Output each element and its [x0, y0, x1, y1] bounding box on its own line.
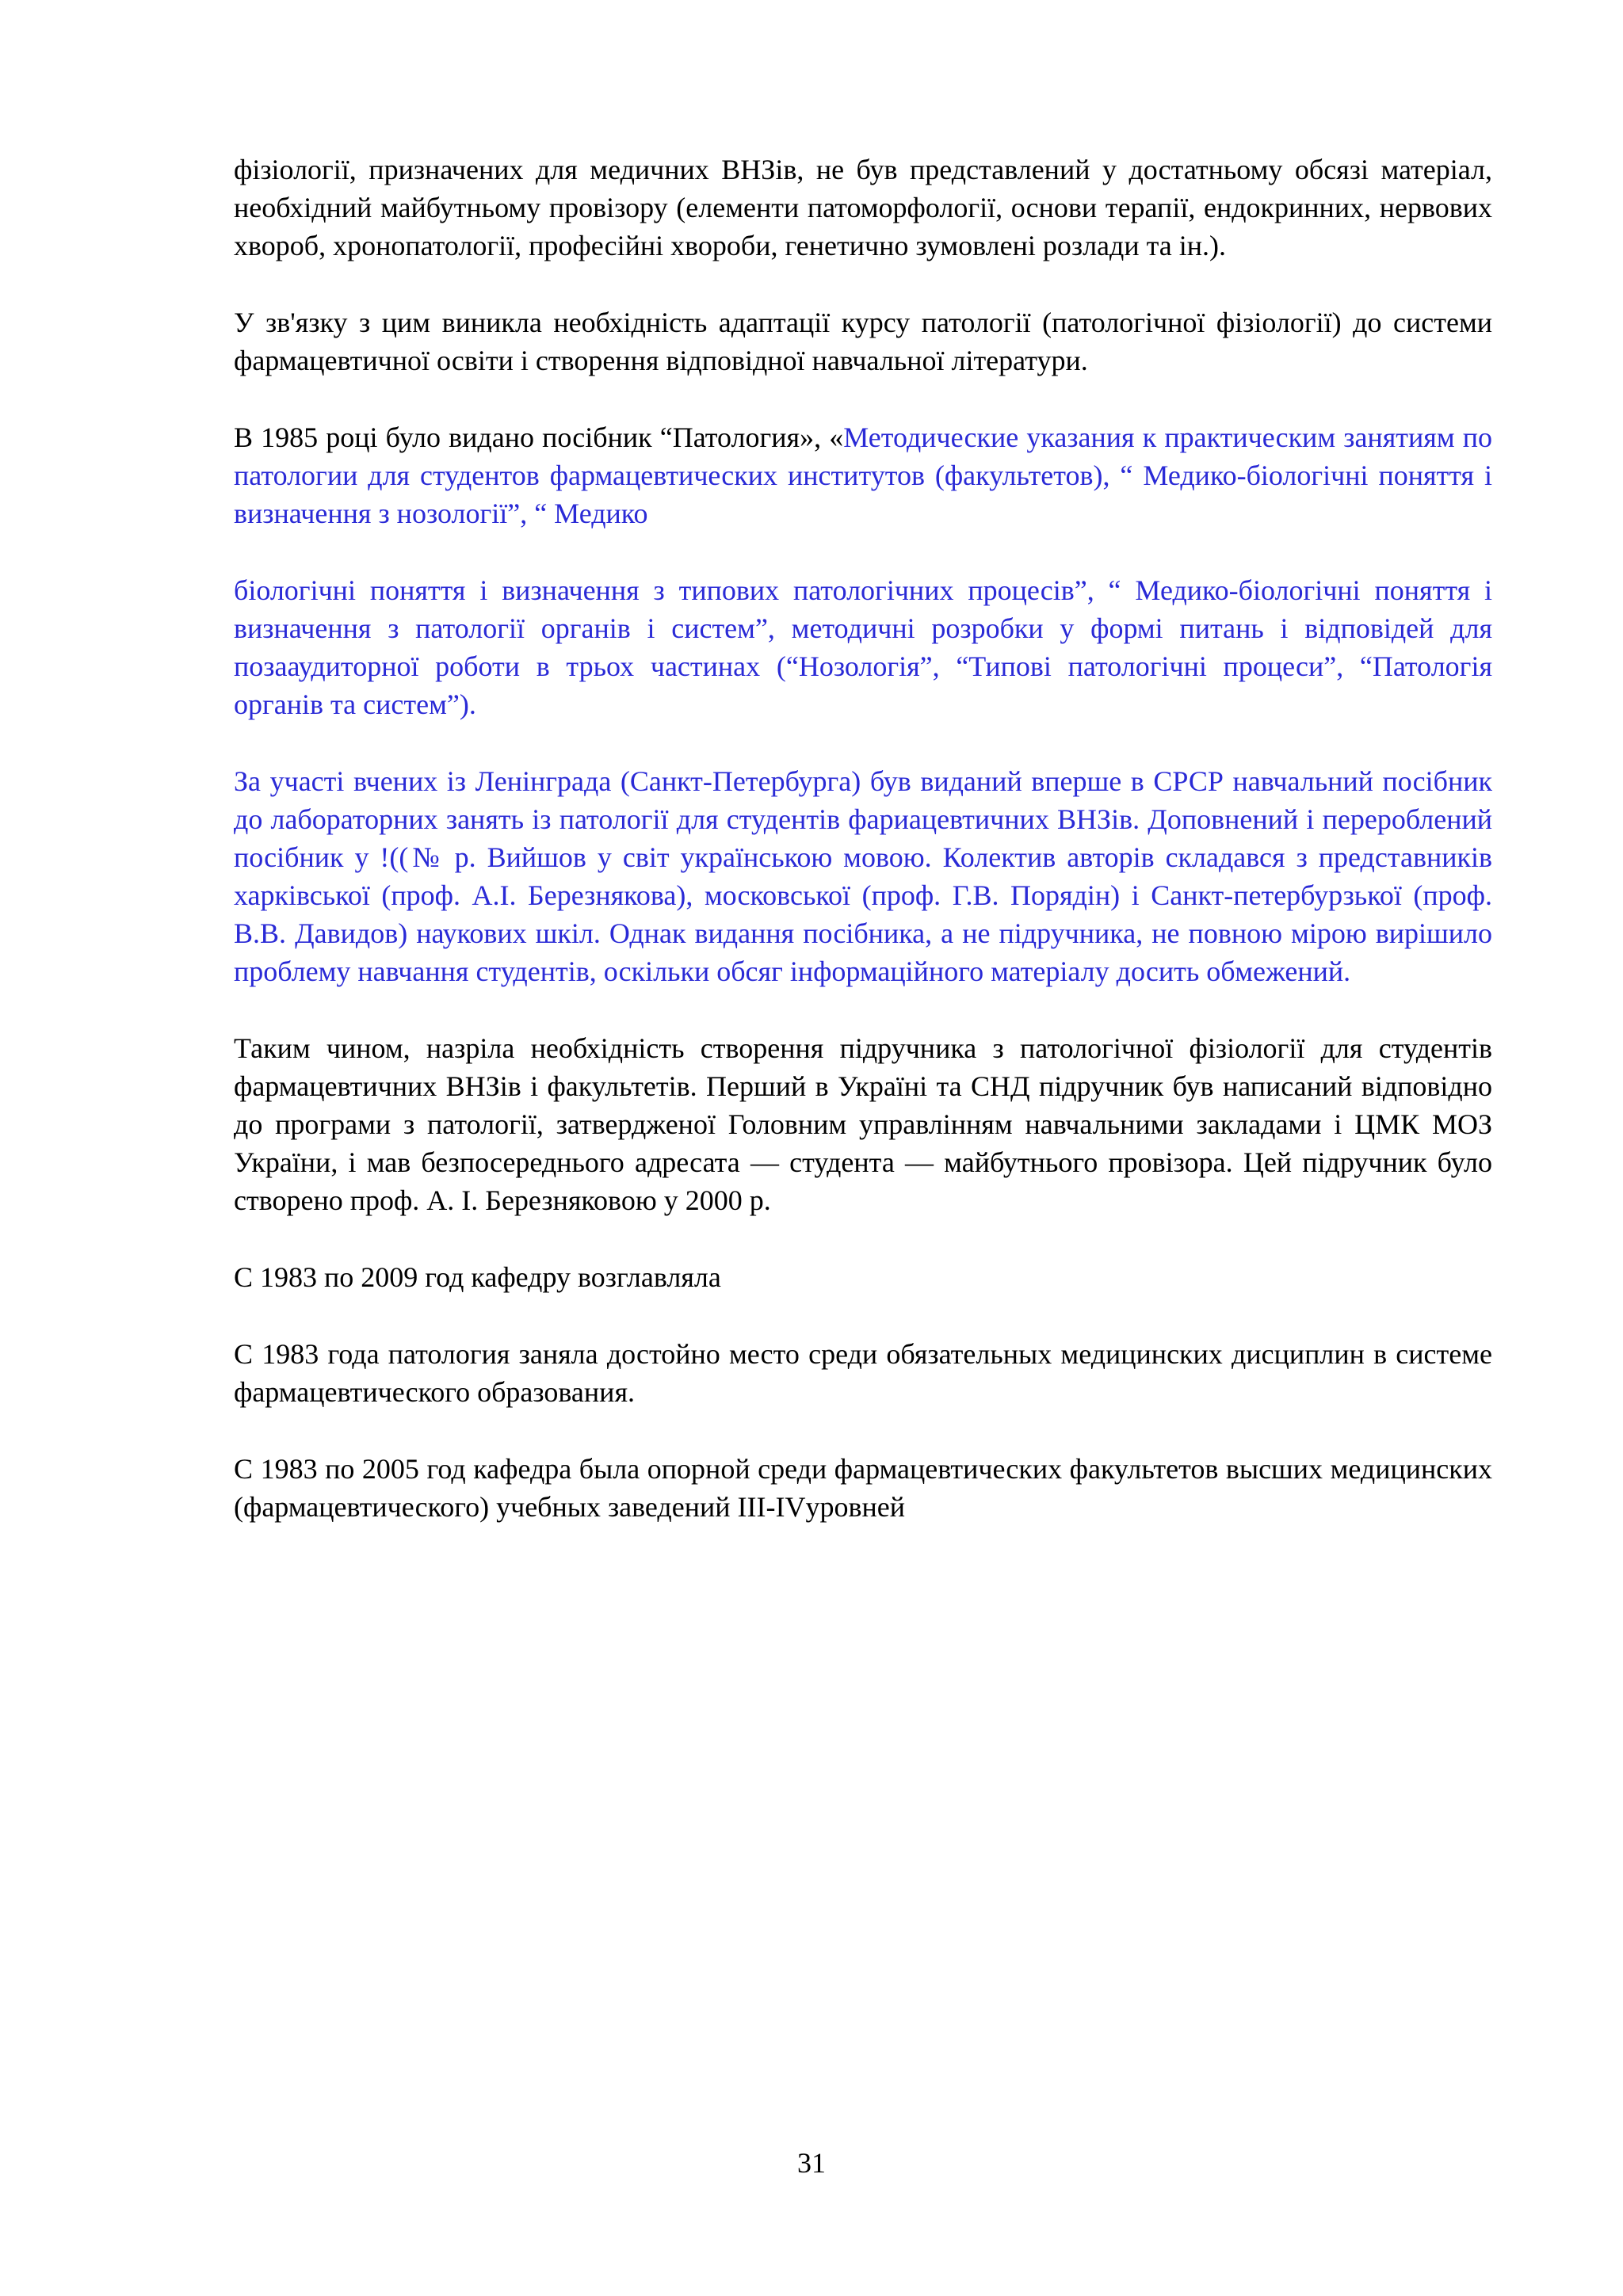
paragraph-9: С 1983 по 2005 год кафедра была опорной среди фармацевтических факультетов высших медицинских (фармацевтического) учебных заведений III-IVуровней: [234, 1453, 1492, 1523]
paragraph-7: С 1983 по 2009 год кафедру возглавляла: [234, 1261, 721, 1293]
document-body: [234, 151, 1492, 1565]
paragraph-2: У зв'язку з цим виникла необхідність адаптації курсу патології (патологічної фізіології) до системи фармацевтичної освіти і створення відповідної навчальної літератури.: [234, 307, 1492, 376]
page-number: 31: [797, 2147, 826, 2179]
paragraph-8: С 1983 года патология заняла достойно место среди обязательных медицинских дисциплин в системе фармацевтического образования.: [234, 1338, 1492, 1408]
paragraph-5: За участі вчених із Ленінграда (Санкт-Петербурга) був виданий вперше в СРСР навчальний посібник до лабораторних занять із патології для студентів фариацевтичних ВНЗів. Доповнений і перероблений посібник у !((№ р. Вийшов у світ українською мовою. Колектив авторів складався з представників харківської (проф. А.І. Березнякова), московської (проф. Г.В. Порядін) і Санкт-петербурзької (проф. В.В. Давидов) наукових шкіл. Однак видання посібника, а не підручника, не повною мірою вирішило проблему навчання студентів, оскільки обсяг інформаційного матеріалу досить обмежений.: [234, 765, 1492, 987]
paragraph-3-text: В 1985 році було видано посібник “Патология», «: [234, 421, 844, 453]
paragraph-4: біологічні поняття і визначення з типових патологічних процесів”, “ Медико-біологічні поняття і визначення з патології органів і систем”, методичні розробки у формі питань і відповідей для позааудиторної роботи в трьох частинах (“Нозологія”, “Типові патологічні процеси”, “Патологія органів та систем”).: [234, 574, 1492, 720]
paragraph-3-blue-text: Методические указания к практическим занятиям по патологии для студентов фармацевтических институтов (факультетов), “ Медико-біологічні поняття і визначення з нозології”, “ Медико: [234, 421, 1493, 529]
paragraph-3: [234, 418, 1492, 532]
paragraph-1: фізіології, призначених для медичних ВНЗів, не був представлений у достатньому обсязі матеріал, необхідний майбутньому провізору (елементи патоморфології, основи терапії, ендокринних, нервових хвороб, хронопатології, професійні хвороби, генетично зумовлені розлади та ін.).: [234, 154, 1492, 261]
paragraph-6: Таким чином, назріла необхідність створення підручника з патологічної фізіології для студентів фармацевтичних ВНЗів і факультетів. Перший в Україні та СНД підручник був написаний відповідно до програми з патології, затвердженої Головним управлінням навчальними закладами і ЦМК МОЗ України, і мав безпосереднього адресата — студента — майбутнього провізора. Цей підручник було створено проф. А. І. Березняковою у 2000 р.: [234, 1032, 1492, 1216]
